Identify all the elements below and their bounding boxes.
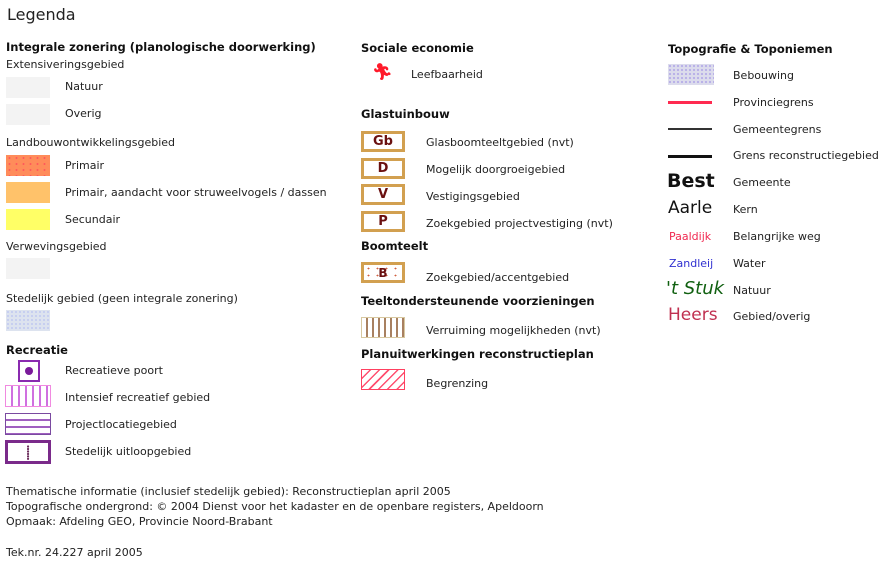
vertical-stripe-icon	[361, 317, 405, 338]
label-natuur-topo: Natuur	[733, 284, 771, 297]
label-secundair: Secundair	[65, 213, 121, 226]
footer-line-topografisch: Topografische ondergrond: © 2004 Dienst voor het kadaster en de openbare registers, Apeldoorn	[6, 500, 544, 513]
horizontal-hatch-icon	[5, 413, 51, 435]
footer-tek-nr: Tek.nr. 24.227 april 2005	[6, 546, 143, 559]
swatch-stedelijk	[6, 310, 50, 331]
footer-credits	[6, 484, 544, 529]
glas-code-p: P	[361, 211, 405, 232]
label-primair-struweel: Primair, aandacht voor struweelvogels / dassen	[65, 186, 327, 199]
label-verruiming: Verruiming mogelijkheden (nvt)	[426, 324, 601, 337]
label-doorgroei: Mogelijk doorgroeigebied	[426, 163, 566, 176]
label-vestiging: Vestigingsgebied	[426, 190, 520, 203]
sample-zandleij: Zandleij	[669, 257, 714, 270]
swatch-natuur	[6, 77, 50, 98]
label-begrenzing: Begrenzing	[426, 377, 489, 390]
heading-boomteelt: Boomteelt	[361, 239, 429, 253]
sample-best: Best	[667, 170, 715, 192]
label-stedelijk-uitloop: Stedelijk uitloopgebied	[65, 445, 192, 458]
heading-glastuinbouw: Glastuinbouw	[361, 107, 450, 121]
line-provinciegrens	[668, 101, 712, 104]
diagonal-hatch-icon	[361, 369, 405, 390]
sample-heers: Heers	[668, 305, 718, 325]
glas-code-v: V	[361, 184, 405, 205]
label-primair: Primair	[65, 159, 105, 172]
subheading-landbouw: Landbouwontwikkelingsgebied	[6, 136, 176, 149]
label-kern: Kern	[733, 203, 758, 216]
glas-code-d: D	[361, 158, 405, 179]
label-zoekgebied-accent: Zoekgebied/accentgebied	[426, 271, 570, 284]
label-gemeentegrens: Gemeentegrens	[733, 123, 822, 136]
footer-line-opmaak: Opmaak: Afdeling GEO, Provincie Noord-Brabant	[6, 515, 273, 528]
heading-planuitwerkingen: Planuitwerkingen reconstructieplan	[361, 347, 594, 361]
swatch-primair-struweel	[6, 182, 50, 203]
swatch-secundair	[6, 209, 50, 230]
swatch-bebouwing	[668, 64, 714, 85]
legend-title: Legenda	[7, 5, 76, 24]
label-projectvestiging: Zoekgebied projectvestiging (nvt)	[426, 217, 613, 230]
heading-recreatie: Recreatie	[6, 343, 68, 357]
line-grens-reconstructie	[668, 155, 712, 158]
footer-line-thematisch: Thematische informatie (inclusief stedelijk gebied): Reconstructieplan april 2005	[6, 485, 451, 498]
label-gemeente: Gemeente	[733, 176, 791, 189]
subheading-extensivering: Extensiveringsgebied	[6, 58, 125, 71]
label-provinciegrens: Provinciegrens	[733, 96, 814, 109]
label-gebied-overig: Gebied/overig	[733, 310, 811, 323]
label-projectlocatie: Projectlocatiegebied	[65, 418, 177, 431]
label-bebouwing: Bebouwing	[733, 69, 795, 82]
heading-sociale-economie: Sociale economie	[361, 41, 474, 55]
sample-aarle: Aarle	[668, 198, 713, 218]
subheading-stedelijk: Stedelijk gebied (geen integrale zonering)	[6, 292, 238, 305]
boomteelt-code-b: B	[361, 262, 405, 283]
sample-paaldijk: Paaldijk	[669, 230, 712, 243]
glas-code-gb: Gb	[361, 131, 405, 152]
subheading-verweving: Verwevingsgebied	[6, 240, 107, 253]
swatch-primair	[6, 155, 50, 176]
label-water: Water	[733, 257, 766, 270]
heading-teeltondersteunend: Teeltondersteunende voorzieningen	[361, 294, 595, 308]
running-person-icon: 🏃︎	[372, 62, 393, 81]
dot-square-icon	[18, 360, 40, 382]
line-gemeentegrens	[668, 128, 712, 130]
label-recreatieve-poort: Recreatieve poort	[65, 364, 163, 377]
label-belangrijke-weg: Belangrijke weg	[733, 230, 821, 243]
swatch-overig	[6, 104, 50, 125]
label-natuur: Natuur	[65, 80, 103, 93]
label-overig: Overig	[65, 107, 102, 120]
heading-topografie: Topografie & Toponiemen	[668, 42, 833, 56]
heading-integrale-zonering: Integrale zonering (planologische doorwerking)	[6, 40, 316, 54]
label-leefbaarheid: Leefbaarheid	[411, 68, 483, 81]
footprint-icon: ⸽	[5, 440, 51, 464]
sample-t-stuk: 't Stuk	[666, 278, 725, 299]
vertical-hatch-icon	[5, 385, 51, 407]
swatch-verweving	[6, 258, 50, 279]
label-glasboomteelt: Glasboomteeltgebied (nvt)	[426, 136, 574, 149]
label-intensief: Intensief recreatief gebied	[65, 391, 211, 404]
label-grens-reconstructie: Grens reconstructiegebied	[733, 149, 879, 162]
